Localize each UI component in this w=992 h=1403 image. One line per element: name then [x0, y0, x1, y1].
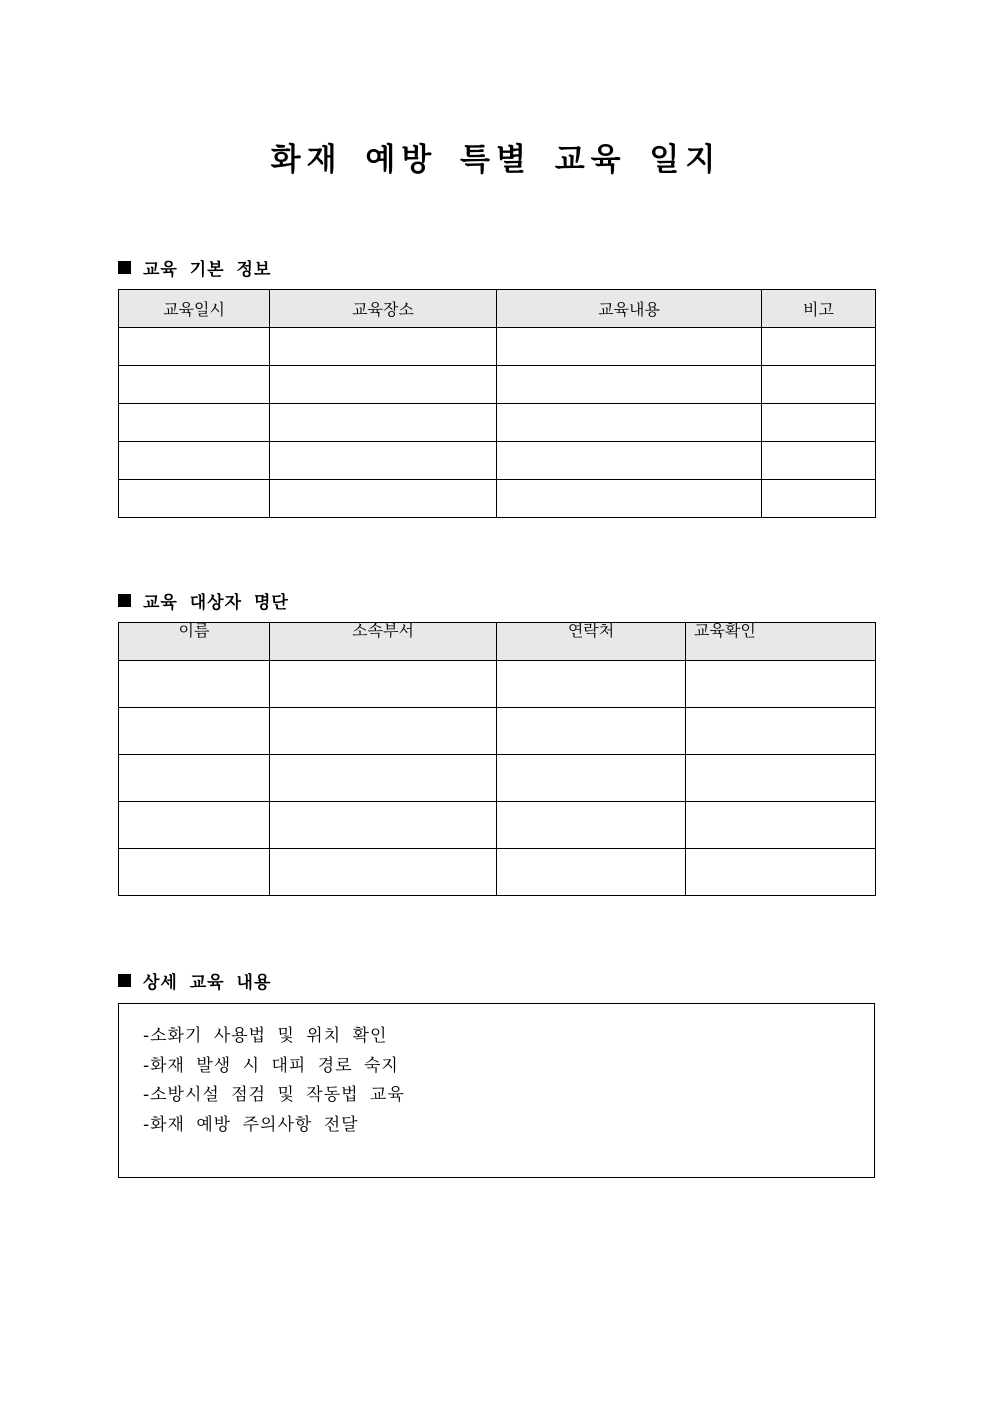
- table-cell[interactable]: [119, 661, 270, 708]
- section-heading-roster: [118, 588, 289, 613]
- list-item: -화재 발생 시 대피 경로 숙지: [143, 1055, 399, 1076]
- table-cell[interactable]: [497, 849, 686, 896]
- table-header-row: [119, 290, 876, 328]
- table-row: [119, 404, 876, 442]
- table-cell[interactable]: [270, 328, 497, 366]
- table-row: [119, 802, 876, 849]
- table-cell[interactable]: [686, 802, 876, 849]
- column-header-remarks: 비고: [762, 290, 876, 328]
- table-cell[interactable]: [270, 480, 497, 518]
- table-cell[interactable]: [497, 708, 686, 755]
- section-heading-roster-label: 교육 대상자 명단: [143, 593, 289, 613]
- table-cell[interactable]: [497, 442, 762, 480]
- table-cell[interactable]: [119, 328, 270, 366]
- column-header-date: 교육일시: [119, 290, 270, 328]
- table-cell[interactable]: [270, 442, 497, 480]
- column-header-contact: 연락처: [497, 623, 686, 661]
- table-cell[interactable]: [762, 366, 876, 404]
- page-title: 화재 예방 특별 교육 일지: [270, 142, 722, 178]
- column-header-department: 소속부서: [270, 623, 497, 661]
- table-cell[interactable]: [270, 404, 497, 442]
- table-cell[interactable]: [119, 755, 270, 802]
- black-square-icon: [118, 974, 131, 987]
- list-item: -소방시설 점검 및 작동법 교육: [143, 1085, 405, 1105]
- table-row: [119, 755, 876, 802]
- table-cell[interactable]: [270, 755, 497, 802]
- table-cell[interactable]: [762, 404, 876, 442]
- table-cell[interactable]: [119, 802, 270, 849]
- basic-info-table: [118, 289, 876, 518]
- table-cell[interactable]: [497, 404, 762, 442]
- table-row: [119, 328, 876, 366]
- table-cell[interactable]: [497, 661, 686, 708]
- table-cell[interactable]: [497, 480, 762, 518]
- table-cell[interactable]: [119, 404, 270, 442]
- black-square-icon: [118, 594, 131, 607]
- table-cell[interactable]: [119, 442, 270, 480]
- table-cell[interactable]: [762, 328, 876, 366]
- table-cell[interactable]: [497, 366, 762, 404]
- table-cell[interactable]: [270, 802, 497, 849]
- column-header-name: 이름: [119, 623, 270, 661]
- table-cell[interactable]: [497, 328, 762, 366]
- table-cell[interactable]: [119, 708, 270, 755]
- table-cell[interactable]: [686, 755, 876, 802]
- list-item: -화재 예방 주의사항 전달: [143, 1114, 359, 1135]
- table-cell[interactable]: [270, 366, 497, 404]
- table-cell[interactable]: [119, 849, 270, 896]
- column-header-content: 교육내용: [497, 290, 762, 328]
- column-header-location: 교육장소: [270, 290, 497, 328]
- section-heading-basic: [118, 255, 271, 280]
- table-cell[interactable]: [762, 442, 876, 480]
- table-row: [119, 849, 876, 896]
- table-cell[interactable]: [497, 802, 686, 849]
- table-cell[interactable]: [686, 708, 876, 755]
- column-header-confirmation: 교육확인: [686, 623, 876, 661]
- table-cell[interactable]: [686, 661, 876, 708]
- table-header-row: [119, 623, 876, 661]
- table-cell[interactable]: [270, 849, 497, 896]
- list-item: -소화기 사용법 및 위치 확인: [143, 1026, 388, 1046]
- table-row: [119, 442, 876, 480]
- black-square-icon: [118, 261, 131, 274]
- table-cell[interactable]: [119, 480, 270, 518]
- table-row: [119, 661, 876, 708]
- table-row: [119, 708, 876, 755]
- table-cell[interactable]: [497, 755, 686, 802]
- table-cell[interactable]: [762, 480, 876, 518]
- section-heading-basic-label: 교육 기본 정보: [143, 260, 272, 280]
- roster-table: [118, 622, 876, 896]
- details-box: [118, 1003, 875, 1178]
- table-row: [119, 366, 876, 404]
- table-cell[interactable]: [270, 661, 497, 708]
- table-cell[interactable]: [686, 849, 876, 896]
- table-cell[interactable]: [119, 366, 270, 404]
- details-list: [119, 1004, 874, 1140]
- section-heading-details: [118, 968, 271, 993]
- table-row: [119, 480, 876, 518]
- table-cell[interactable]: [270, 708, 497, 755]
- section-heading-details-label: 상세 교육 내용: [143, 973, 272, 993]
